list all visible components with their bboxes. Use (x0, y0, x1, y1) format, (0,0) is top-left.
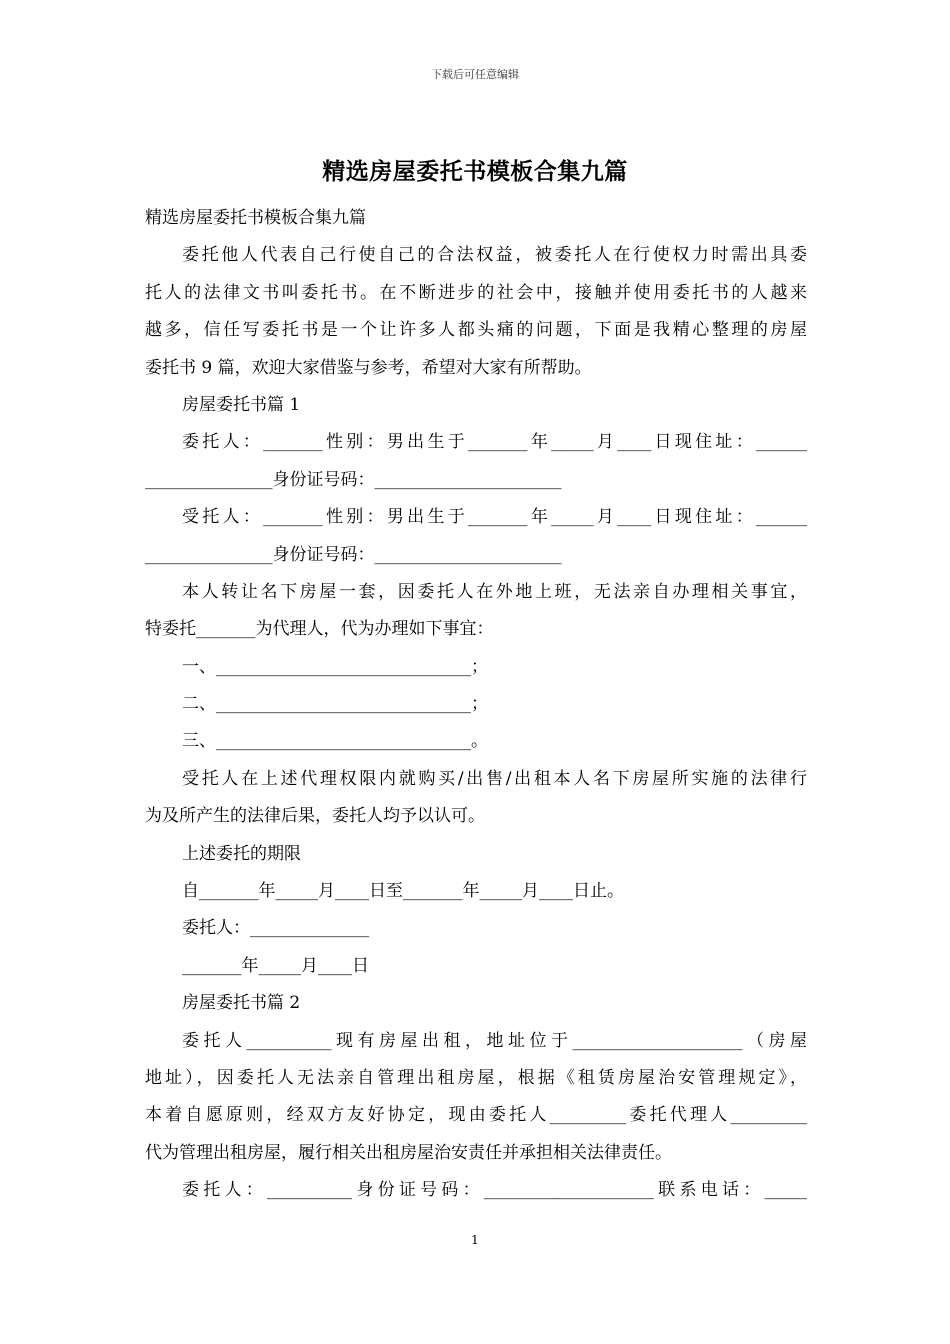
document-body (145, 200, 807, 1210)
text-line: _______年_____月____日 (182, 955, 369, 976)
text-line: 三、______________________________。 (182, 731, 488, 752)
text-line: 本人转让名下房屋一套，因委托人在外地上班，无法亲自办理相关事宜， (182, 581, 807, 602)
text-line: 越多，信任写委托书是一个让许多人都头痛的问题，下面是我精心整理的房屋 (145, 320, 807, 341)
text-line: 自_______年_____月____日至_______年_____月____日止。 (182, 881, 624, 902)
text-line: 委托人：_______性别：男出生于_______年_____月____日现住址：______ (182, 432, 807, 453)
text-line: 受托人在上述代理权限内就购买/出售/出租本人名下房屋所实施的法律行 (182, 768, 807, 789)
text-line: 精选房屋委托书模板合集九篇 (145, 208, 366, 228)
text-line: 委托他人代表自己行使自己的合法权益，被委托人在行使权力时需出具委 (182, 245, 807, 266)
text-line: 委托人：______________ (182, 918, 369, 939)
page-header: 下载后可任意编辑 (431, 68, 519, 81)
text-line: _______________身份证号码：______________________ (145, 469, 562, 490)
text-line: 上述委托的期限 (182, 843, 301, 864)
text-line: 地址），因委托人无法亲自管理出租房屋，根据《租赁房屋治安管理规定》， (145, 1067, 807, 1088)
text-line: 委托人：__________身份证号码：____________________联系电话：_____ (182, 1180, 807, 1201)
text-line: 受托人：_______性别：男出生于_______年_____月____日现住址：______ (182, 507, 807, 528)
text-line: 委托书 9 篇，欢迎大家借鉴与参考，希望对大家有所帮助。 (145, 357, 592, 378)
text-line: 一、______________________________； (182, 656, 488, 677)
text-line: 房屋委托书篇 1 (182, 394, 301, 415)
text-line: 本着自愿原则，经双方友好协定，现由委托人_________委托代理人_________ (145, 1105, 807, 1126)
text-line: 代为管理出租房屋，履行相关出租房屋治安责任并承担相关法律责任。 (145, 1142, 672, 1163)
text-line: 特委托_______为代理人，代为办理如下事宜： (145, 619, 494, 640)
text-line: _______________身份证号码：______________________ (145, 544, 562, 565)
document-title: 精选房屋委托书模板合集九篇 (322, 158, 628, 185)
text-line: 二、______________________________； (182, 694, 488, 715)
text-line: 房屋委托书篇 2 (182, 993, 301, 1014)
text-line: 委托人__________现有房屋出租，地址位于____________________（房屋 (182, 1030, 807, 1051)
text-line: 托人的法律文书叫委托书。在不断进步的社会中，接触并使用委托书的人越来 (145, 282, 807, 303)
page-number: 1 (471, 1233, 479, 1247)
text-line: 为及所产生的法律后果，委托人均予以认可。 (145, 806, 485, 827)
